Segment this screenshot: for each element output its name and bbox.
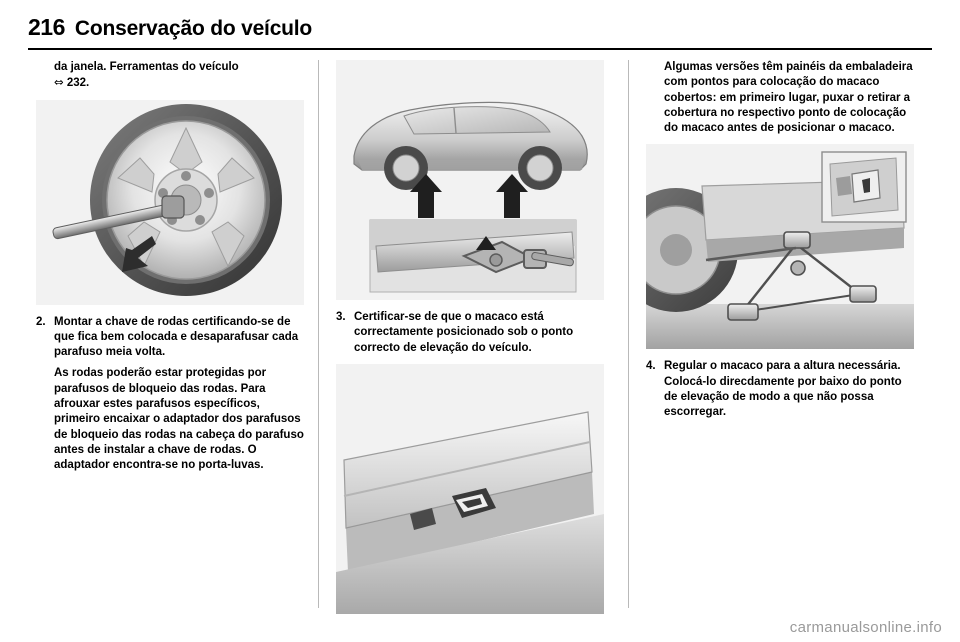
intro-paragraph [36, 60, 304, 92]
jack-under-sill-svg [646, 144, 914, 349]
intro-text: da janela. Ferramentas do veículo [54, 61, 239, 73]
jack-point-detail-svg [336, 364, 604, 614]
cross-reference-icon: ⇔ [54, 75, 64, 90]
jack-position-detail-figure [336, 364, 604, 614]
column-divider-1 [318, 60, 319, 608]
step-4-number: 4. [646, 360, 656, 373]
intro-reference-page: 232. [66, 77, 90, 90]
column-3 [646, 60, 914, 427]
step-3-text: Certificar-se de que o macaco está correctamente posicionado sob o ponto correcto de elevação do veículo. [354, 311, 574, 354]
step-3-number: 3. [336, 311, 346, 323]
page-number: 216 [28, 14, 65, 40]
page-header [28, 14, 932, 54]
column-2 [336, 60, 604, 624]
vehicle-illustration-svg [336, 60, 604, 300]
wheel-bolt-loosening-figure [36, 100, 304, 305]
column-divider-2 [628, 60, 629, 608]
page-title: Conservação do veículo [74, 17, 313, 40]
step-3 [336, 310, 604, 356]
step-2-number: 2. [36, 315, 46, 328]
vehicle-jacking-points-figure [336, 60, 604, 300]
wheel-illustration-svg [36, 100, 304, 305]
header-divider-rule [28, 48, 932, 50]
column-1 [36, 60, 304, 479]
step-4 [646, 359, 914, 420]
note-paragraph: Algumas versões têm painéis da embaladeira com pontos para colocação do macaco cobertos: em primeiro lugar, puxar o retirar a cobertura no respectivo ponto de colocação do macaco antes de posicionar o macaco. [664, 61, 913, 135]
watermark: carmanualsonline.info [789, 619, 942, 636]
step-2-body: As rodas poderão estar protegidas por parafusos de bloqueio das rodas. Para afrouxar estes parafusos específicos, primeiro encaixar o adaptador dos parafusos de bloqueio das rodas na cabeça do parafuso antes de instalar a chave de rodas. O adaptador encontra-se no porta-luvas. [54, 367, 304, 472]
step-4-text: Regular o macaco para a altura necessária. Colocá-lo direcdamente por baixo do ponto de elevação de modo a que não possa escorregar. [664, 360, 902, 419]
step-2-text: Montar a chave de rodas certificando-se de que fica bem colocada e desaparafusar cada parafuso meia volta. [54, 315, 299, 359]
jack-under-sill-figure [646, 144, 914, 349]
step-2 [36, 315, 304, 361]
